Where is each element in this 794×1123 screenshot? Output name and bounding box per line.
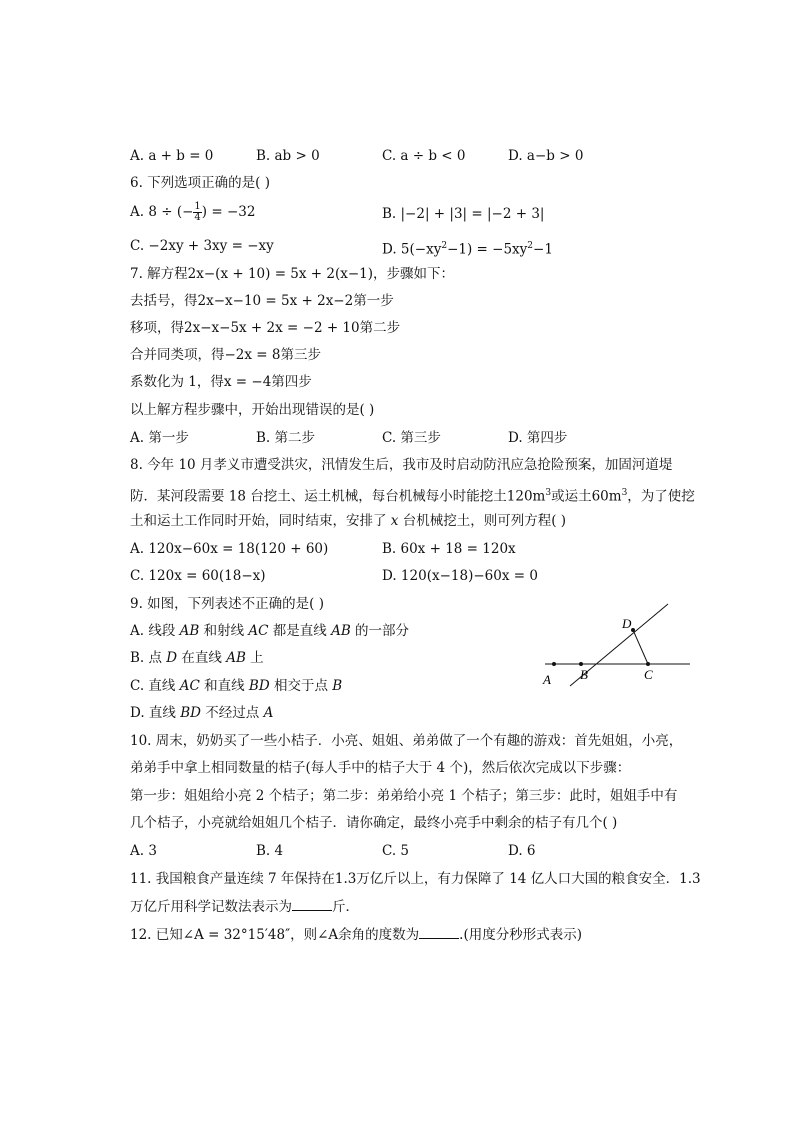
q11-line2: 万亿斤用科学记数法表示为 斤． bbox=[130, 896, 359, 917]
q9-geometry-figure bbox=[538, 598, 698, 690]
q7-question: 以上解方程步骤中，开始出现错误的是( ) bbox=[130, 402, 375, 418]
q7-option-b: B. 第二步 bbox=[256, 430, 316, 446]
q7-step4: 系数化为 1，得x = −4第四步 bbox=[130, 374, 312, 390]
q5-option-a: A. a + b = 0 bbox=[130, 148, 214, 164]
q9-option-b: B. 点 D 在直线 AB 上 bbox=[130, 650, 264, 666]
q11-line1: 11. 我国粮食产量连续 7 年保持在1.3万亿斤以上，有力保障了 14 亿人口大国的粮食安全．1.3 bbox=[130, 871, 701, 887]
answer-blank[interactable] bbox=[419, 924, 459, 939]
segment-dc bbox=[633, 630, 648, 664]
q8-option-c: C. 120x = 60(18−x) bbox=[130, 568, 266, 584]
q6-option-a: A. 8 ÷ (− $\frac{1}{4}$ ) = −32 bbox=[130, 201, 256, 223]
q8-option-b: B. 60x + 18 = 120x bbox=[382, 541, 516, 557]
q7-option-d: D. 第四步 bbox=[508, 430, 568, 446]
q7-step2: 移项，得2x−x−5x + 2x = −2 + 10第二步 bbox=[130, 320, 401, 336]
q7-step1: 去括号，得2x−x−10 = 5x + 2x−2第一步 bbox=[130, 293, 394, 309]
q9-option-a: A. 线段 AB 和射线 AC 都是直线 AB 的一部分 bbox=[130, 623, 410, 639]
q10-option-a: A. 3 bbox=[130, 843, 157, 859]
q5-option-c: C. a ÷ b < 0 bbox=[382, 148, 466, 164]
q9-option-d: D. 直线 BD 不经过点 A bbox=[130, 705, 274, 721]
label-d: D bbox=[622, 616, 632, 631]
q10-option-c: C. 5 bbox=[382, 843, 410, 859]
answer-blank[interactable] bbox=[292, 896, 332, 911]
q5-option-b: B. ab > 0 bbox=[256, 148, 320, 164]
point-c bbox=[646, 662, 650, 666]
q12-line: 12. 已知∠A = 32°15′48″，则∠A余角的度数为 .(用度分秒形式表示) bbox=[130, 924, 582, 945]
label-c: C bbox=[644, 667, 653, 682]
point-d bbox=[631, 628, 635, 632]
point-a bbox=[552, 662, 556, 666]
fraction: $\frac{1}{4}$ bbox=[194, 201, 201, 223]
q8-line1: 8. 今年 10 月孝义市遭受洪灾，汛情发生后，我市及时启动防汛应急抢险预案，加固河道堤 bbox=[130, 457, 673, 473]
q10-option-d: D. 6 bbox=[508, 843, 536, 859]
q10-line1: 10. 周末，奶奶买了一些小桔子．小亮、姐姐、弟弟做了一个有趣的游戏：首先姐姐，小亮， bbox=[130, 733, 683, 749]
q9-stem: 9. 如图，下列表述不正确的是( ) bbox=[130, 596, 324, 612]
q10-line2: 弟弟手中拿上相同数量的桔子(每人手中的桔子大于 4 个)，然后依次完成以下步骤： bbox=[130, 760, 631, 776]
q8-line2: 防．某河段需要 18 台挖土、运土机械，每台机械每小时能挖土$120m^3$或运土$60m^3$，为了使挖 bbox=[130, 488, 695, 505]
q8-option-d: D. 120(x−18)−60x = 0 bbox=[382, 568, 538, 584]
label-b: B bbox=[580, 667, 588, 682]
q9-option-c: C. 直线 AC 和直线 BD 相交于点 B bbox=[130, 678, 343, 694]
q6-option-b: B. |−2| + |3| = |−2 + 3| bbox=[382, 206, 545, 222]
q6-option-d: D. $5(-xy^2-1) = -5xy^2-1$ bbox=[382, 241, 553, 258]
q7-option-c: C. 第三步 bbox=[382, 430, 441, 446]
q10-option-b: B. 4 bbox=[256, 843, 284, 859]
q5-option-d: D. a−b > 0 bbox=[508, 148, 584, 164]
q8-line3: 土和运土工作同时开始，同时结束，安排了 x 台机械挖土，则可列方程( ) bbox=[130, 513, 567, 529]
q6-stem: 6. 下列选项正确的是( ) bbox=[130, 175, 270, 191]
q10-line3: 第一步：姐姐给小亮 2 个桔子；第二步：弟弟给小亮 1 个桔子；第三步：此时，姐姐手中有 bbox=[130, 788, 678, 804]
q8-option-a: A. 120x−60x = 18(120 + 60) bbox=[130, 541, 329, 557]
q6-option-c: C. −2xy + 3xy = −xy bbox=[130, 238, 274, 254]
q7-option-a: A. 第一步 bbox=[130, 430, 189, 446]
q7-stem: 7. 解方程2x−(x + 10) = 5x + 2(x−1)，步骤如下： bbox=[130, 266, 455, 282]
q7-step3: 合并同类项，得−2x = 8第三步 bbox=[130, 347, 321, 363]
point-b bbox=[579, 662, 583, 666]
label-a: A bbox=[543, 672, 551, 687]
q10-line4: 几个桔子，小亮就给姐姐几个桔子．请你确定，最终小亮手中剩余的桔子有几个( ) bbox=[130, 815, 618, 831]
